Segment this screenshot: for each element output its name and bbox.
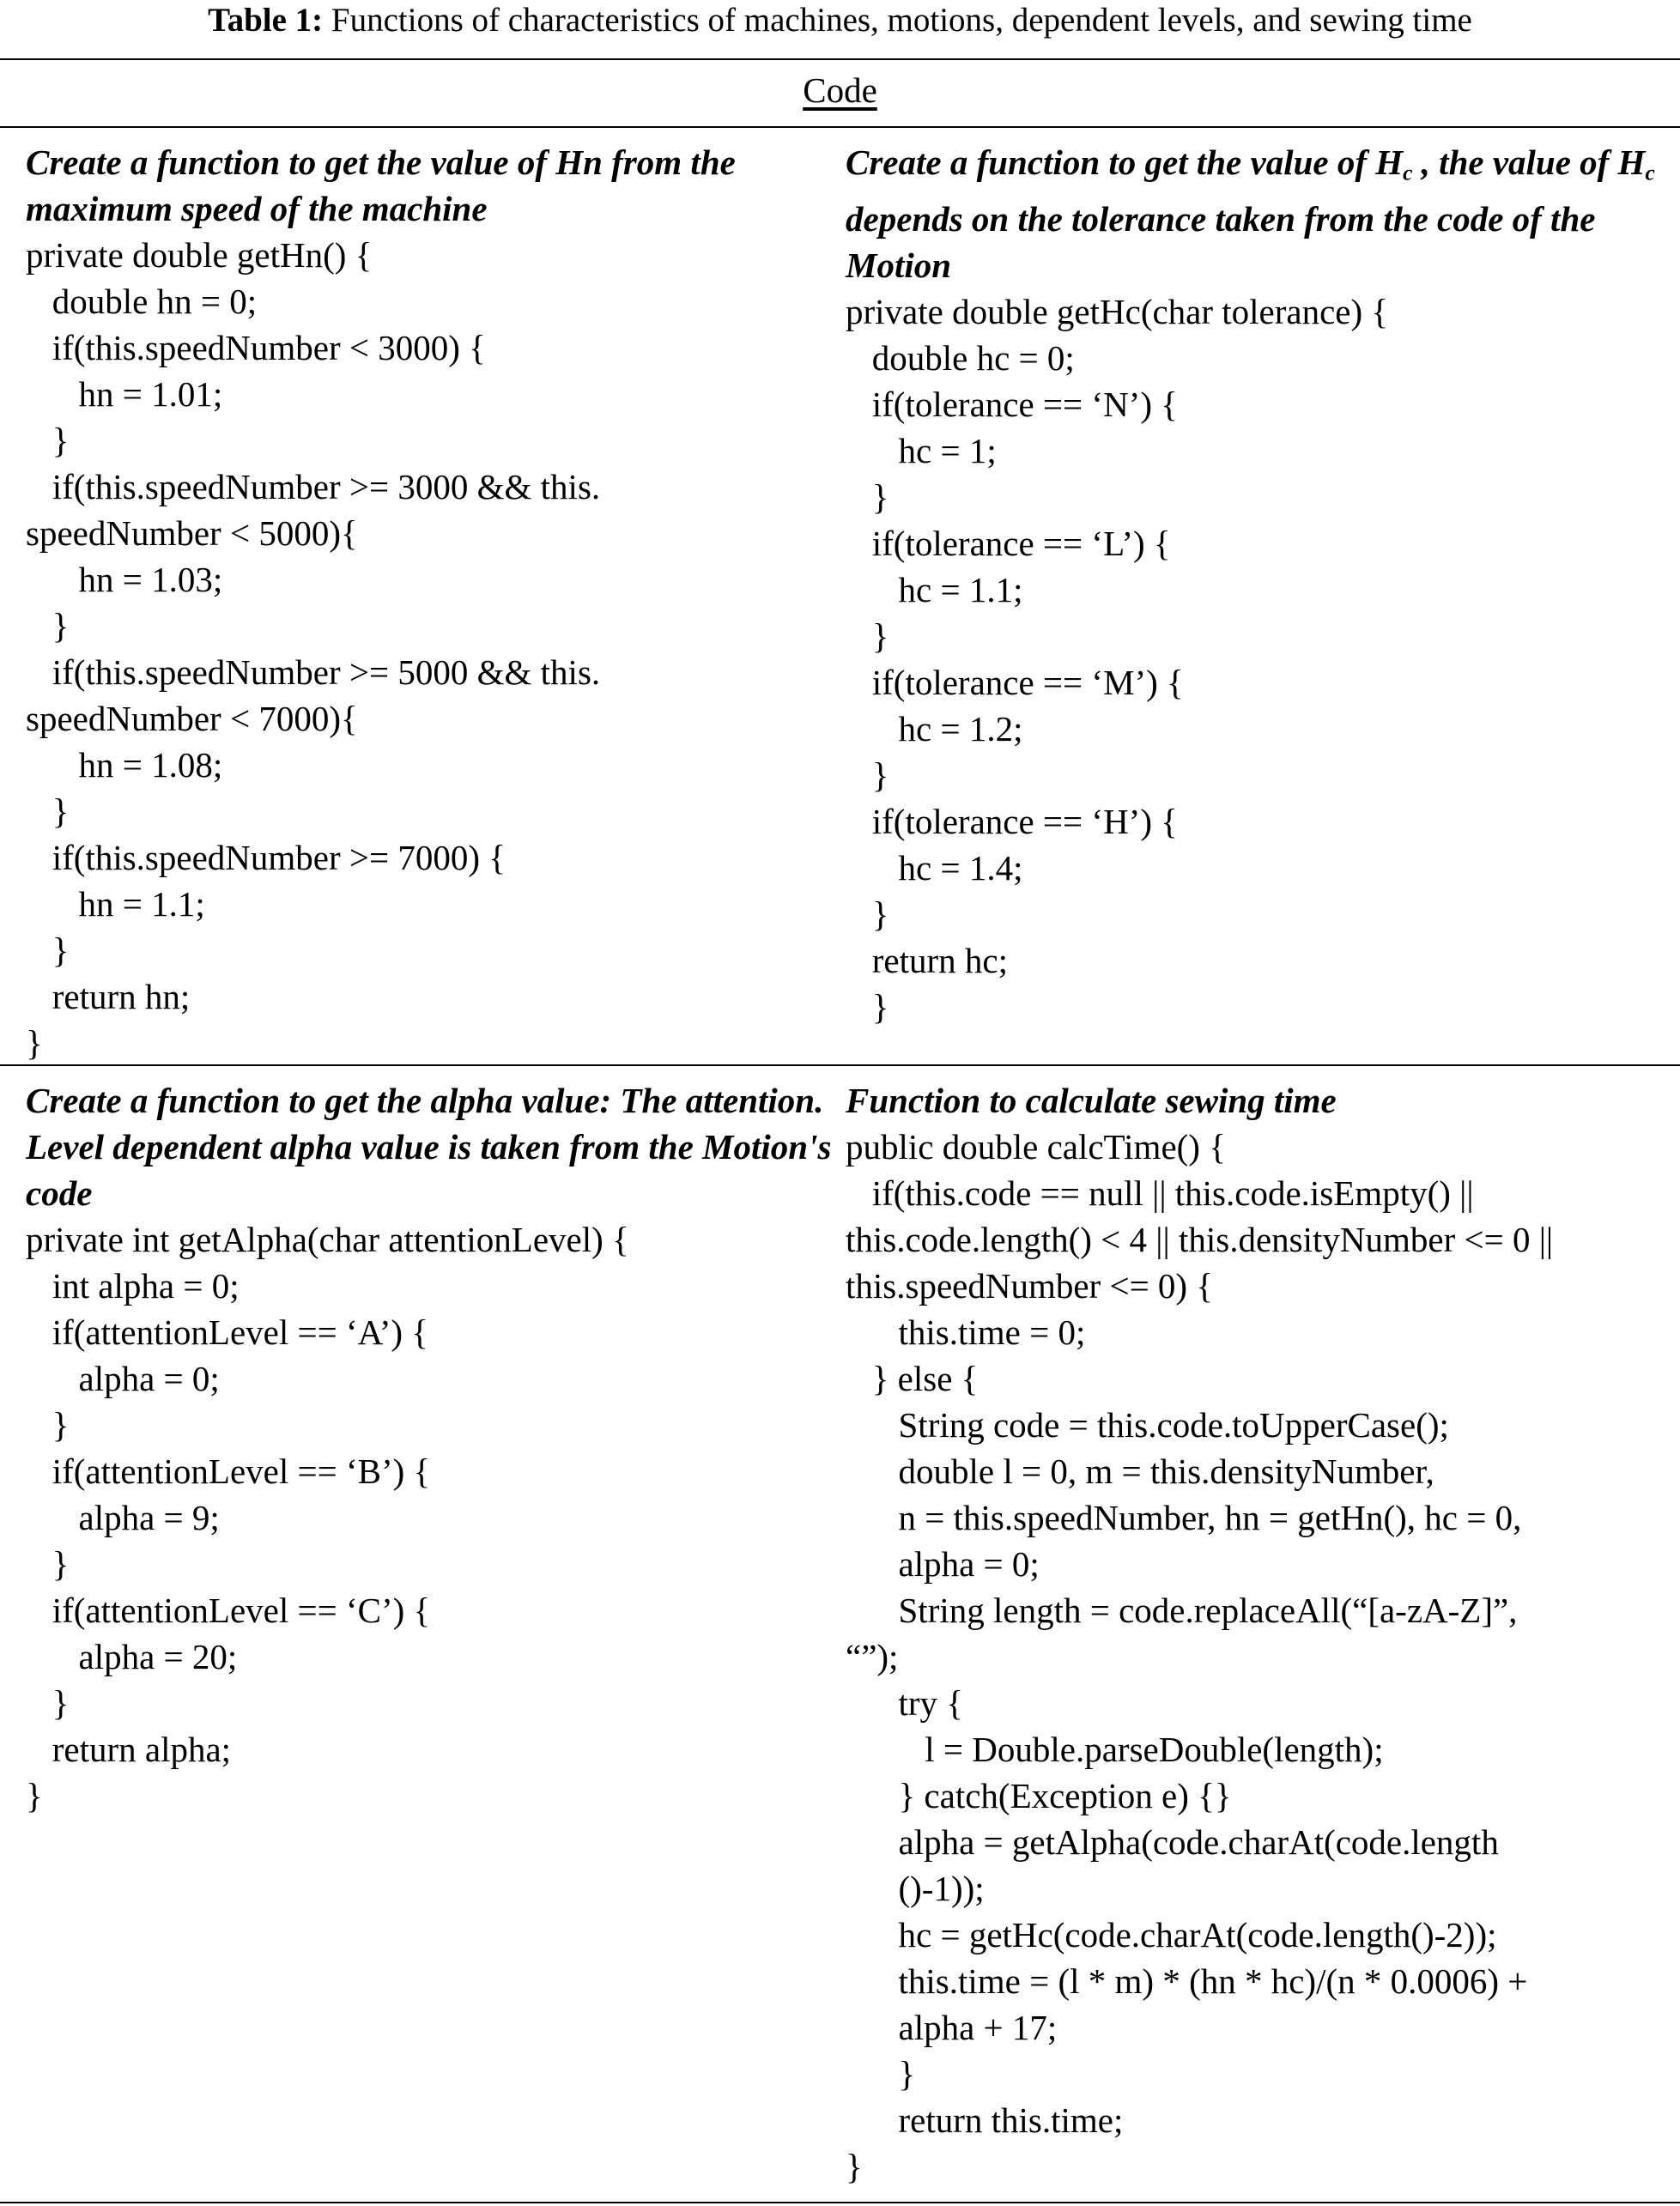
- code-line: ()-1));: [846, 1869, 985, 1908]
- code-line: return this.time;: [846, 2100, 1124, 2140]
- code-line: if(this.code == null || this.code.isEmpty() ||: [846, 1173, 1474, 1213]
- code-line: hc = getHc(code.charAt(code.length()-2));: [846, 1915, 1497, 1954]
- code-line: return hn;: [26, 977, 191, 1016]
- cell-calc-time: [846, 1077, 1661, 2190]
- table-caption-label: Table 1:: [208, 2, 324, 39]
- code-line: public double calcTime() {: [846, 1127, 1226, 1167]
- code-line: } else {: [846, 1359, 979, 1398]
- code-line: this.time = 0;: [846, 1312, 1086, 1352]
- code-line: } catch(Exception e) {}: [846, 1776, 1232, 1815]
- title-part: , the value of H: [1412, 142, 1646, 182]
- code-line: hc = 1;: [846, 431, 997, 471]
- code-line: }: [26, 1544, 70, 1584]
- code-line: hn = 1.01;: [26, 374, 223, 414]
- code-line: }: [26, 1405, 70, 1445]
- code-line: }: [26, 421, 70, 460]
- code-line: “”);: [846, 1637, 899, 1676]
- code-line: if(tolerance == ‘N’) {: [846, 385, 1178, 425]
- code-line: if(attentionLevel == ‘C’) {: [26, 1591, 431, 1630]
- code-line: }: [846, 2054, 916, 2094]
- code-line: }: [846, 894, 889, 935]
- code-line: }: [846, 987, 889, 1027]
- code-line: if(attentionLevel == ‘B’) {: [26, 1451, 431, 1491]
- code-line: String length = code.replaceAll(“[a-zA-Z]”,: [846, 1591, 1518, 1630]
- title-subscript: c: [1645, 161, 1655, 185]
- code-line: }: [26, 1683, 70, 1723]
- code-line: return hc;: [846, 941, 1008, 981]
- code-line: speedNumber < 5000){: [26, 513, 358, 553]
- title-subscript: c: [1403, 161, 1413, 185]
- code-line: this.code.length() < 4 || this.densityNumber <= 0 ||: [846, 1220, 1554, 1259]
- code-line: double hc = 0;: [846, 338, 1075, 379]
- table-caption-text: Functions of characteristics of machines, motions, dependent levels, and sewing time: [331, 2, 1472, 39]
- code-line: alpha = 9;: [26, 1498, 220, 1537]
- code-line: alpha = getAlpha(code.charAt(code.length: [846, 1822, 1499, 1862]
- code-line: alpha = 20;: [26, 1637, 238, 1676]
- code-line: String code = this.code.toUpperCase();: [846, 1405, 1449, 1445]
- code-block: [26, 232, 833, 1066]
- code-line: private double getHn() {: [26, 235, 373, 275]
- code-line: }: [846, 2147, 863, 2186]
- code-line: speedNumber < 7000){: [26, 699, 358, 738]
- code-line: }: [26, 1776, 43, 1815]
- code-line: alpha + 17;: [846, 2008, 1058, 2047]
- code-line: if(attentionLevel == ‘A’) {: [26, 1312, 428, 1352]
- row-divider-rule: [0, 1064, 1680, 1066]
- code-line: alpha = 0;: [26, 1359, 220, 1398]
- code-line: if(this.speedNumber < 3000) {: [26, 328, 486, 367]
- code-line: }: [26, 791, 70, 831]
- code-line: hc = 1.4;: [846, 848, 1023, 888]
- table-top-rule: [0, 58, 1680, 60]
- table-caption: [0, 0, 1680, 39]
- code-line: }: [846, 755, 889, 796]
- code-line: double l = 0, m = this.densityNumber,: [846, 1451, 1434, 1491]
- code-line: l = Double.parseDouble(length);: [846, 1730, 1384, 1769]
- code-line: n = this.speedNumber, hn = getHn(), hc = 0,: [846, 1498, 1522, 1537]
- code-line: private int getAlpha(char attentionLevel) {: [26, 1220, 629, 1259]
- code-line: hn = 1.1;: [26, 884, 205, 924]
- code-line: if(tolerance == ‘M’) {: [846, 663, 1184, 703]
- header-bottom-rule: [0, 126, 1680, 128]
- code-line: hc = 1.2;: [846, 709, 1023, 749]
- code-line: }: [846, 616, 889, 657]
- code-line: }: [26, 1023, 43, 1063]
- cell-get-hn: [26, 139, 833, 1066]
- cell-title: Create a function to get the value of Hn from the maximum speed of the machine: [26, 142, 736, 228]
- cell-get-alpha: [26, 1077, 833, 1819]
- code-line: if(this.speedNumber >= 3000 && this.: [26, 467, 601, 506]
- code-line: this.speedNumber <= 0) {: [846, 1266, 1214, 1306]
- code-line: int alpha = 0;: [26, 1266, 240, 1306]
- code-line: alpha = 0;: [846, 1544, 1040, 1584]
- code-line: return alpha;: [26, 1730, 232, 1769]
- cell-title: [846, 139, 1661, 288]
- code-line: }: [846, 477, 889, 518]
- column-header-code: Code: [803, 70, 877, 110]
- code-line: if(this.speedNumber >= 5000 && this.: [26, 652, 601, 692]
- code-line: if(this.speedNumber >= 7000) {: [26, 838, 506, 877]
- code-block: [846, 1124, 1661, 2190]
- code-line: if(tolerance == ‘L’) {: [846, 524, 1171, 564]
- cell-title: Create a function to get the alpha value: The attention. Level dependent alpha value is taken from the Motion's code: [26, 1081, 832, 1213]
- code-line: }: [26, 606, 70, 645]
- table-bottom-rule: [0, 2202, 1680, 2203]
- code-line: }: [26, 930, 70, 970]
- code-block: [846, 288, 1661, 1030]
- code-line: private double getHc(char tolerance) {: [846, 292, 1389, 332]
- code-line: try {: [846, 1683, 963, 1723]
- code-line: this.time = (l * m) * (hn * hc)/(n * 0.0006) +: [846, 1961, 1528, 2001]
- table-column-header: [0, 67, 1680, 113]
- code-line: hn = 1.08;: [26, 745, 223, 785]
- code-line: double hn = 0;: [26, 282, 258, 321]
- title-part: Create a function to get the value of H: [846, 142, 1404, 182]
- code-line: hc = 1.1;: [846, 570, 1023, 610]
- code-block: [26, 1216, 833, 1819]
- cell-get-hc: [846, 139, 1661, 1030]
- cell-title: Function to calculate sewing time: [846, 1081, 1337, 1120]
- code-line: hn = 1.03;: [26, 560, 223, 599]
- title-part: depends on the tolerance taken from the code of the Motion: [846, 199, 1596, 286]
- code-line: if(tolerance == ‘H’) {: [846, 802, 1178, 842]
